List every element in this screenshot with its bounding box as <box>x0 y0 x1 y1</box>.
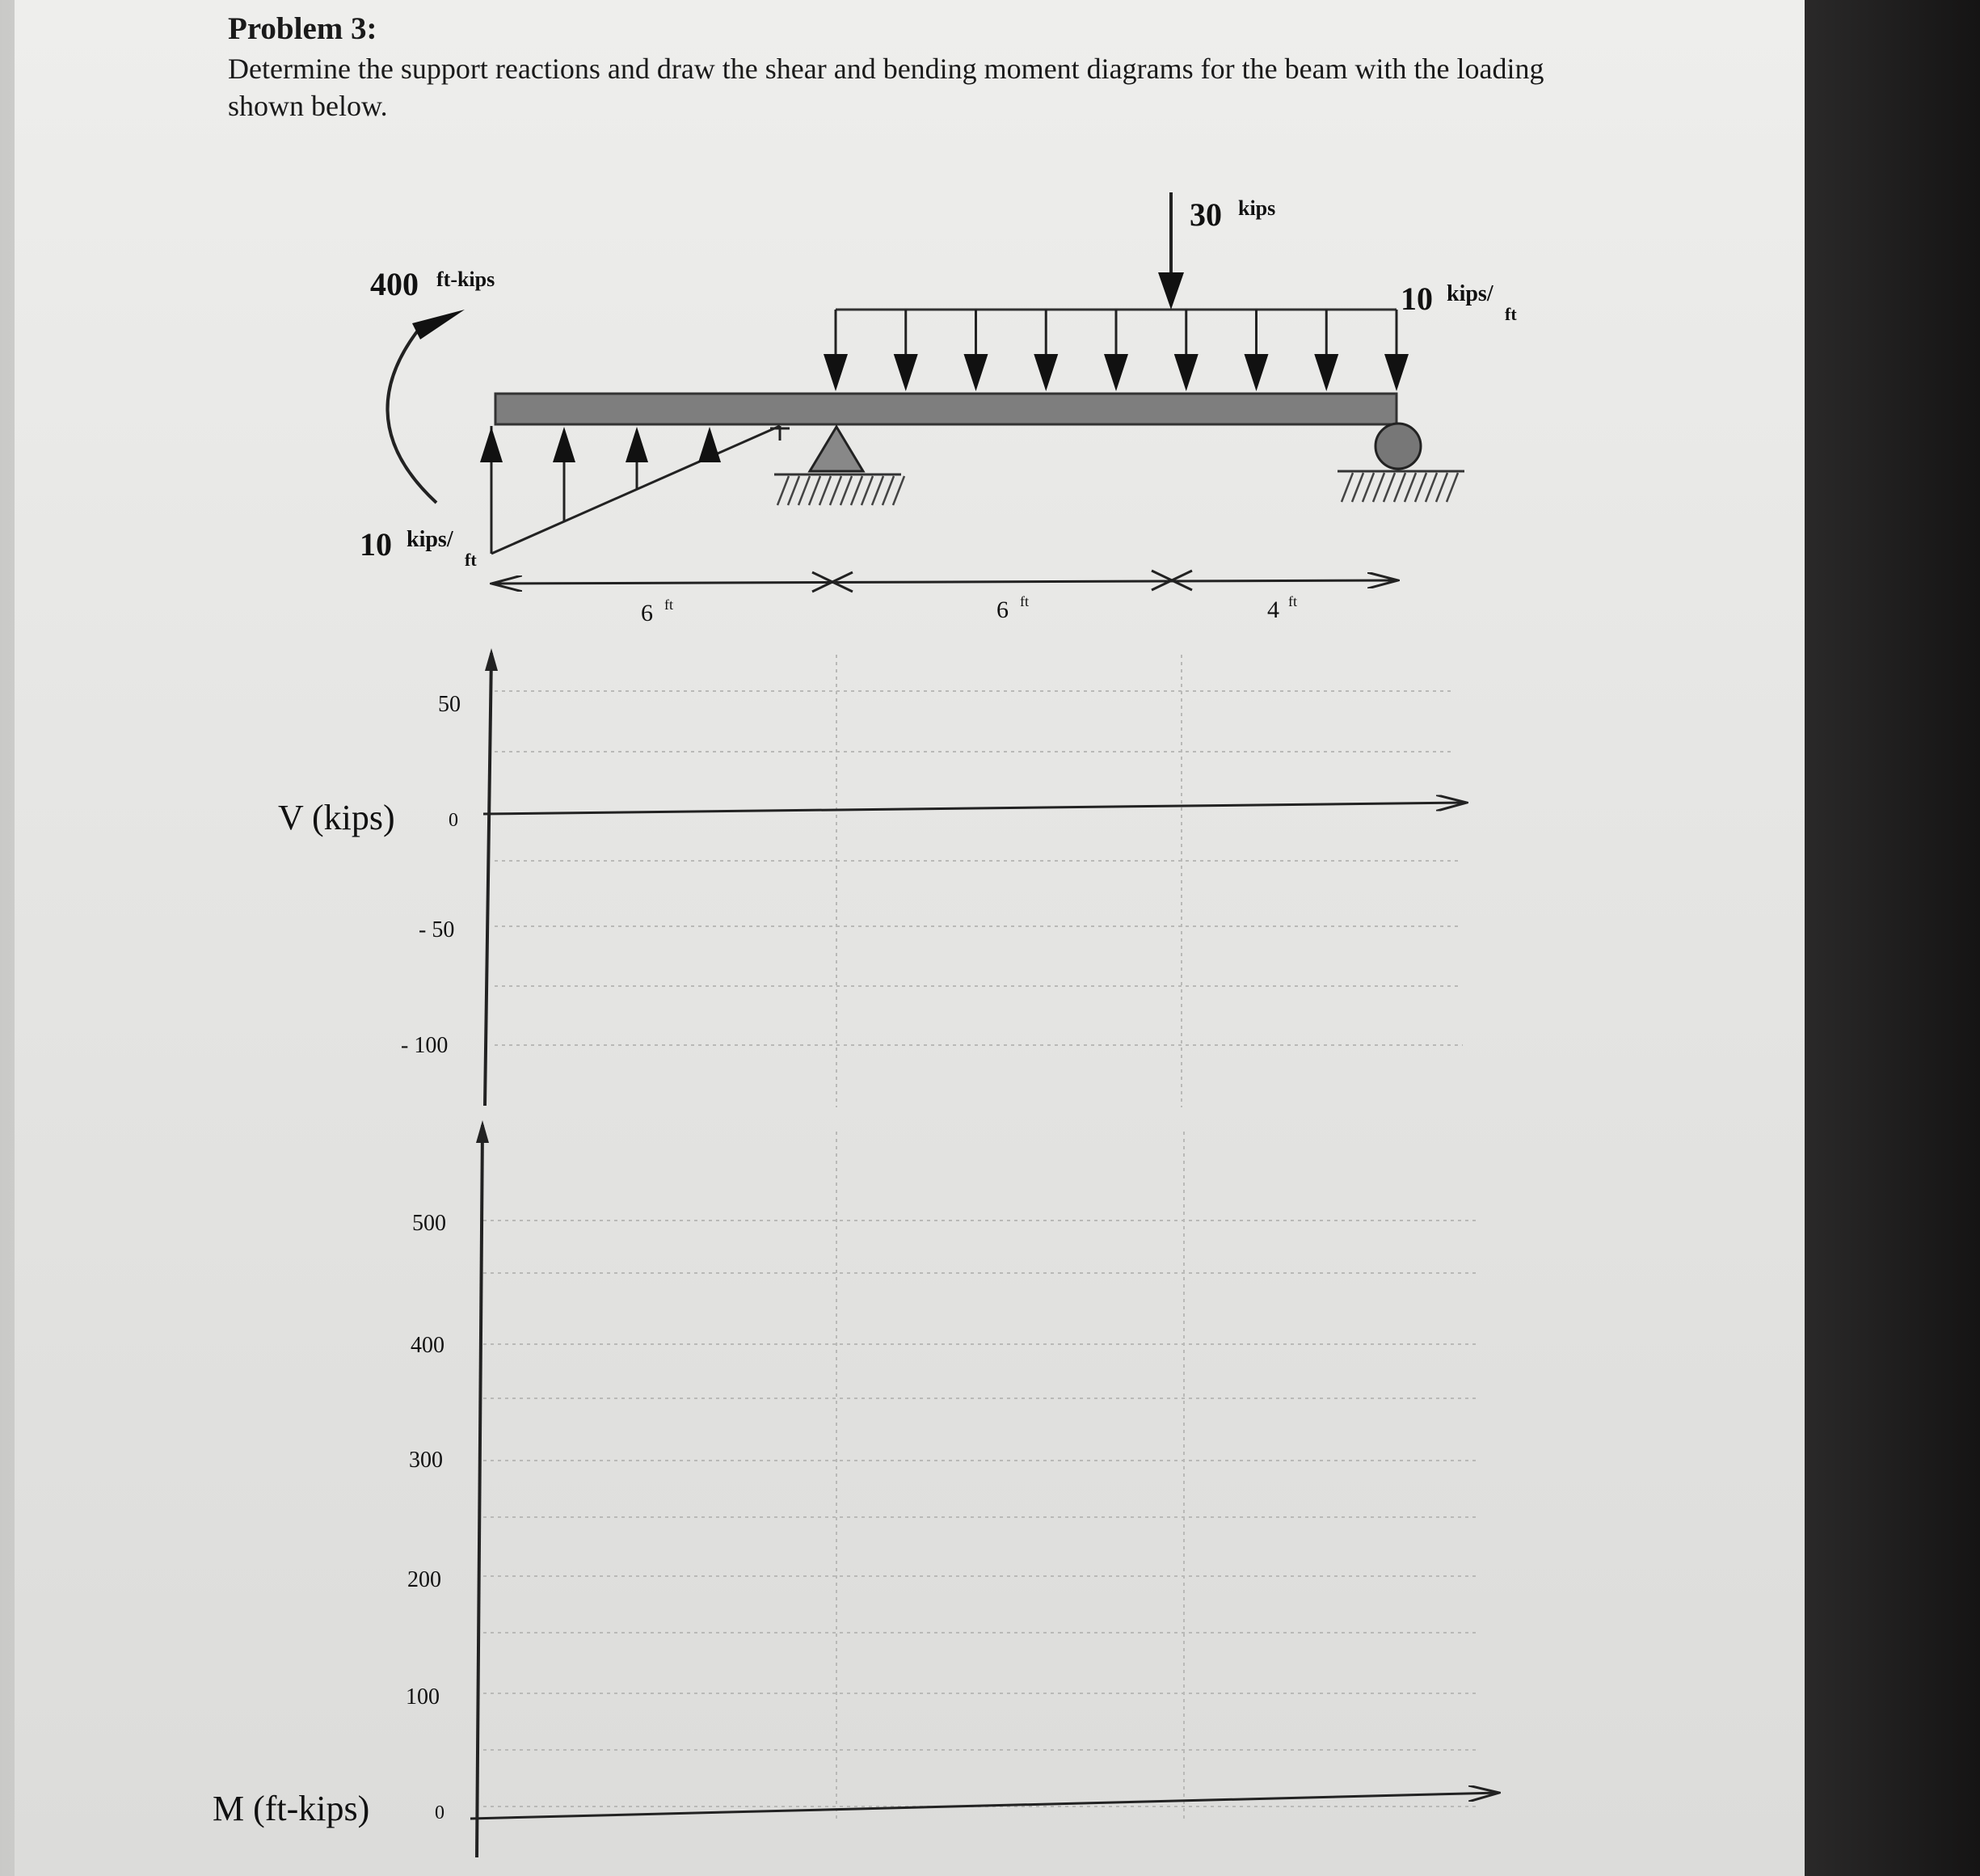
dimension-1-value: 6 <box>641 600 653 626</box>
uniform-distributed-load <box>824 310 1409 391</box>
shear-tick-50: 50 <box>438 692 461 717</box>
dist-load-left-unit: kips/ <box>407 527 453 552</box>
dist-load-right-unit-sub: ft <box>1505 304 1517 324</box>
moment-tick-100: 100 <box>406 1684 440 1709</box>
triangular-load-arrow <box>553 427 575 521</box>
point-load-arrow <box>1158 192 1184 310</box>
problem-title: Problem 3: <box>228 11 377 46</box>
shear-axis-label: V (kips) <box>278 798 395 837</box>
udl-arrow <box>1034 310 1058 391</box>
dimension-3-unit: ft <box>1288 593 1297 609</box>
dimension-1-unit: ft <box>664 597 673 613</box>
moment-tick-0: 0 <box>435 1802 444 1823</box>
applied-moment-arrow <box>388 310 466 503</box>
shear-diagram-grid <box>495 655 1463 1107</box>
moment-unit: ft-kips <box>436 268 495 291</box>
udl-arrow <box>894 310 918 391</box>
shear-axes <box>483 648 1467 1106</box>
udl-arrow <box>824 310 848 391</box>
dimension-3-value: 4 <box>1267 597 1279 623</box>
triangular-load-arrow <box>698 427 721 462</box>
udl-arrow <box>1174 310 1199 391</box>
dist-load-left-value: 10 <box>360 526 392 563</box>
udl-arrow <box>1384 310 1409 391</box>
dist-load-right-unit: kips/ <box>1447 281 1493 306</box>
moment-axes <box>470 1120 1499 1857</box>
point-load-value: 30 <box>1190 196 1222 233</box>
dist-load-right-value: 10 <box>1401 280 1433 317</box>
dimension-2-value: 6 <box>996 597 1009 623</box>
udl-arrow <box>964 310 988 391</box>
udl-arrow <box>1245 310 1269 391</box>
dimension-2-unit: ft <box>1020 593 1029 609</box>
triangular-distributed-load <box>480 426 790 554</box>
moment-tick-200: 200 <box>407 1567 441 1592</box>
pin-support <box>774 427 904 505</box>
moment-axis-label: M (ft-kips) <box>213 1789 370 1828</box>
moment-diagram-grid <box>483 1132 1479 1819</box>
udl-arrow <box>1104 310 1128 391</box>
moment-value: 400 <box>370 266 419 302</box>
moment-tick-300: 300 <box>409 1448 443 1473</box>
beam <box>495 394 1397 424</box>
moment-tick-500: 500 <box>412 1211 446 1236</box>
udl-arrow <box>1314 310 1338 391</box>
shear-tick-neg-50: - 50 <box>419 917 455 942</box>
dist-load-left-unit-sub: ft <box>465 550 477 570</box>
point-load-unit: kips <box>1238 196 1276 220</box>
triangular-load-arrow <box>480 427 503 554</box>
shear-tick-0: 0 <box>449 810 458 831</box>
shear-tick-neg-100: - 100 <box>401 1033 449 1058</box>
problem-statement: Determine the support reactions and draw the shear and bending moment diagrams for the beam with the loading shown below. <box>228 53 1544 122</box>
triangular-load-arrow <box>626 427 648 489</box>
dimension-line <box>491 571 1398 592</box>
moment-tick-400: 400 <box>411 1333 444 1358</box>
triangular-load-arrow <box>770 426 790 441</box>
roller-support <box>1338 424 1464 502</box>
